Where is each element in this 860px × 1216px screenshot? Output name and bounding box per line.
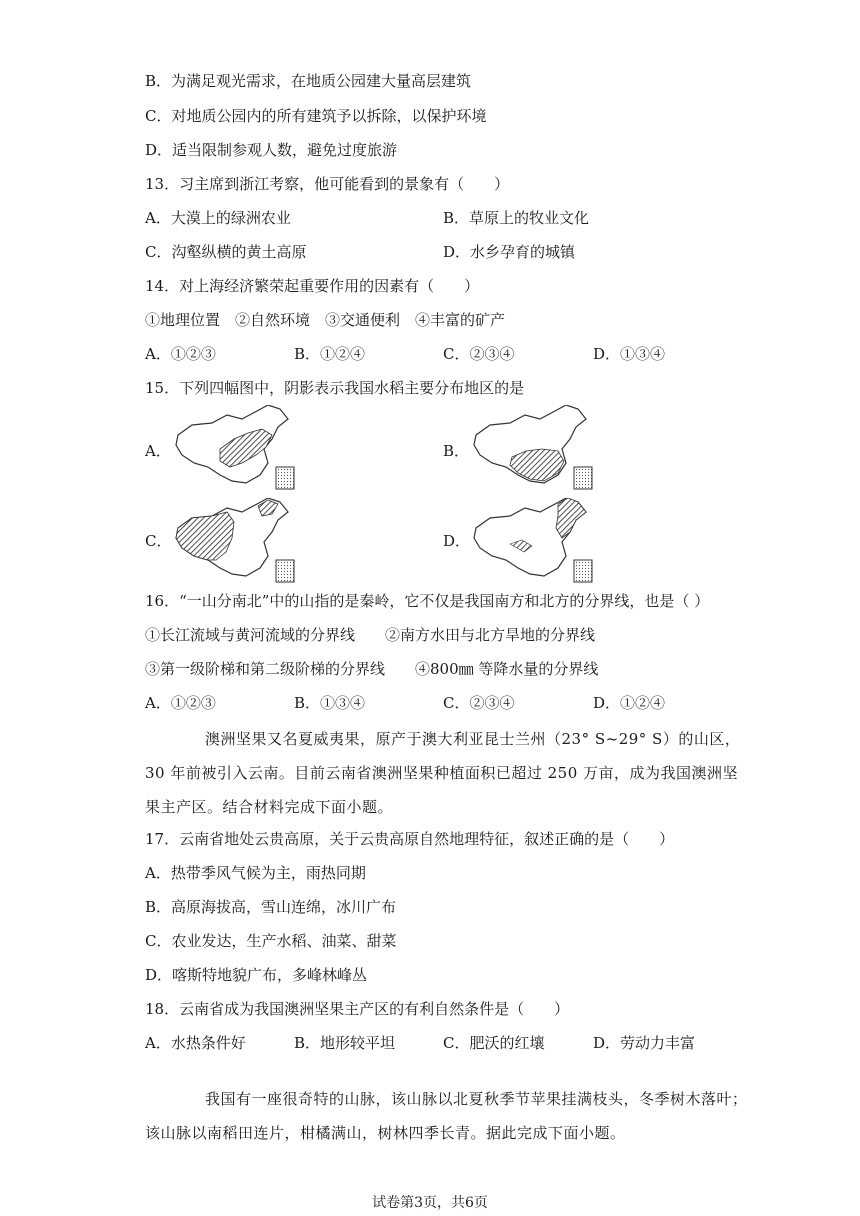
q13-option-c: C．沟壑纵横的黄土高原: [145, 243, 307, 261]
q18-option-b: B．地形较平坦: [294, 1034, 396, 1052]
q18-option-d: D．劳动力丰富: [593, 1034, 696, 1052]
q12-option-b: B．为满足观光需求，在地质公园建大量高层建筑: [145, 72, 472, 90]
q13-stem: 13．习主席到浙江考察，他可能看到的景象有（ ）: [145, 175, 510, 193]
q18-option-a: A．水热条件好: [145, 1034, 246, 1052]
q17-option-b: B．高原海拔高，雪山连绵，冰川广布: [145, 898, 397, 916]
q17-option-c: C．农业发达，生产水稻、油菜、甜菜: [145, 932, 397, 950]
q15-option-b: B．: [443, 442, 470, 460]
q13-option-b: B．草原上的牧业文化: [443, 209, 590, 227]
q12-option-d: D．适当限制参观人数，避免过度旅游: [145, 141, 398, 159]
q16-option-d: D．①②④: [593, 694, 666, 712]
q14-items: ①地理位置 ②自然环境 ③交通便利 ④丰富的矿产: [145, 311, 506, 329]
q14-option-d: D．①③④: [593, 345, 666, 363]
passage2-line2: 该山脉以南稻田连片，柑橘满山，树林四季长青。据此完成下面小题。: [145, 1124, 626, 1142]
q16-option-c: C．②③④: [443, 694, 515, 712]
q14-option-a: A．①②③: [145, 345, 216, 363]
page-footer: 试卷第3页，共6页: [372, 1195, 488, 1211]
china-map-b-southern-shading: [470, 405, 600, 497]
q14-stem: 14．对上海经济繁荣起重要作用的因素有（ ）: [145, 277, 480, 295]
china-map-c-western-shading: [172, 498, 302, 590]
q16-stem: 16．“一山分南北”中的山指的是秦岭，它不仅是我国南方和北方的分界线，也是（ ）: [145, 592, 710, 610]
q13-option-a: A．大漠上的绿洲农业: [145, 209, 291, 227]
q16-item-1: ①长江流域与黄河流域的分界线 ②南方水田与北方旱地的分界线: [145, 626, 596, 644]
q12-option-c: C．对地质公园内的所有建筑予以拆除，以保护环境: [145, 107, 487, 125]
q15-stem: 15．下列四幅图中，阴影表示我国水稻主要分布地区的是: [145, 379, 525, 397]
q17-option-d: D．喀斯特地貌广布，多峰林峰丛: [145, 966, 368, 984]
passage1-line1: 澳洲坚果又名夏威夷果，原产于澳大利亚昆士兰州（23° S~29° S）的山区，: [205, 730, 741, 748]
q16-item-2: ③第一级阶梯和第二级阶梯的分界线 ④800㎜ 等降水量的分界线: [145, 660, 599, 678]
passage2-line1: 我国有一座很奇特的山脉，该山脉以北夏秋季节苹果挂满枝头，冬季树木落叶；: [205, 1090, 748, 1108]
q16-option-a: A．①②③: [145, 694, 216, 712]
q15-option-a: A．: [145, 442, 171, 460]
q14-option-b: B．①②④: [294, 345, 366, 363]
q15-option-d: D．: [443, 532, 471, 550]
q17-stem: 17．云南省地处云贵高原，关于云贵高原自然地理特征，叙述正确的是（ ）: [145, 830, 675, 848]
q16-option-b: B．①③④: [294, 694, 366, 712]
q17-option-a: A．热带季风气候为主，雨热同期: [145, 864, 366, 882]
china-map-a-northern-shading: [172, 405, 302, 497]
q18-option-c: C．肥沃的红壤: [443, 1034, 545, 1052]
q13-option-d: D．水乡孕育的城镇: [443, 243, 576, 261]
q14-option-c: C．②③④: [443, 345, 515, 363]
q15-option-c: C．: [145, 532, 172, 550]
passage1-line3: 果主产区。结合材料完成下面小题。: [145, 798, 394, 816]
china-map-d-northeast-shading: [470, 498, 600, 590]
passage1-line2: 30 年前被引入云南。目前云南省澳洲坚果种植面积已超过 250 万亩，成为我国澳洲坚: [145, 764, 739, 782]
q18-stem: 18．云南省成为我国澳洲坚果主产区的有利自然条件是（ ）: [145, 1000, 570, 1018]
